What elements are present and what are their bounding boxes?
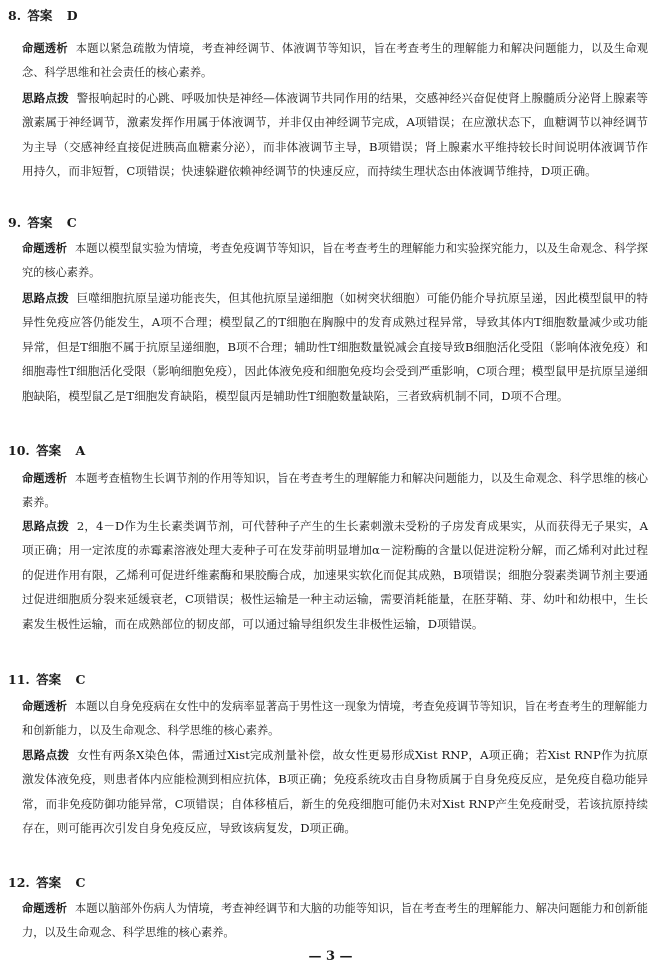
answer-value: C bbox=[66, 215, 77, 230]
analysis-label: 命题透析 bbox=[22, 699, 67, 713]
question-9-header bbox=[8, 213, 77, 233]
answer-label: 答案 bbox=[36, 443, 62, 458]
question-11-hint bbox=[22, 743, 648, 841]
analysis-label: 命题透析 bbox=[22, 41, 68, 55]
page-number: — 3 — bbox=[308, 949, 353, 964]
question-12-header bbox=[8, 873, 85, 893]
question-9-analysis bbox=[22, 236, 648, 286]
question-number: 10. bbox=[8, 443, 30, 458]
analysis-text: 本题以紧急疏散为情境，考查神经调节、体液调节等知识，旨在考查考生的理解能力和解决问题能力，以及生命观念、科学思维和社会责任的核心素养。 bbox=[22, 42, 648, 80]
hint-text: 2，4－D作为生长素类调节剂，可代替种子产生的生长素刺激未受粉的子房发育成果实，从而获得无子果实，A项正确；用一定浓度的赤霉素溶液处理大麦种子可在发芽前明显增加α－淀粉酶的含量以促进淀粉分解，而乙烯利对此过程的促进作用有限，乙烯利可促进纤维素酶和果胶酶合成，加速果实软化而促其成熟，B项错误；细胞分裂素类调节剂主要通过促进细胞质分裂来延缓衰老，C项错误；极性运输是一种主动运输，需要消耗能量，在胚芽鞘、芽、幼叶和幼根中，生长素发生极性运输，而在成熟部位的韧皮部，可以通过输导组织发生非极性运输，D项错误。 bbox=[22, 519, 648, 631]
question-10-hint bbox=[22, 514, 648, 636]
question-8-hint bbox=[22, 86, 648, 184]
answer-label: 答案 bbox=[27, 8, 53, 23]
hint-text: 警报响起时的心跳、呼吸加快是神经—体液调节共同作用的结果，交感神经兴奋促使肾上腺髓质分泌肾上腺素等激素属于神经调节，激素发挥作用属于体液调节，并非仅由神经调节完成，A项错误；在应激状态下，血糖调节以神经调节为主导（交感神经直接促进胰高血糖素分泌），而非体液调节主导，B项错误；肾上腺素水平维持较长时间说明体液调节作用持久，而非短暂，C项错误；快速躲避依赖神经调节的快速反应，而持续生理状态由体液调节维持，D项正确。 bbox=[22, 91, 648, 179]
question-8-analysis bbox=[22, 36, 648, 86]
question-10-analysis bbox=[22, 466, 648, 516]
analysis-text: 本题以模型鼠实验为情境，考查免疫调节等知识，旨在考查考生的理解能力和实验探究能力，以及生命观念、科学探究的核心素养。 bbox=[22, 242, 648, 280]
analysis-text: 本题以脑部外伤病人为情境，考查神经调节和大脑的功能等知识，旨在考查考生的理解能力、解决问题能力和创新能力，以及生命观念、科学思维的核心素养。 bbox=[22, 902, 648, 940]
answer-label: 答案 bbox=[27, 215, 53, 230]
analysis-text: 本题考查植物生长调节剂的作用等知识，旨在考查考生的理解能力和解决问题能力，以及生命观念、科学思维的核心素养。 bbox=[22, 472, 648, 510]
question-number: 9. bbox=[8, 215, 22, 230]
answer-value: C bbox=[75, 875, 86, 890]
question-11-header bbox=[8, 670, 85, 690]
hint-text: 女性有两条X染色体，需通过Xist完成剂量补偿，故女性更易形成Xist RNP，A项正确；若Xist RNP作为抗原激发体液免疫，则患者体内应能检测到相应抗体，B项正确；免疫系统攻击自身物质属于自身免疫反应，是免疫自稳功能异常，而非免疫防御功能异常，C项错误；自体移植后，新生的免疫细胞可能仍未对Xist RNP产生免疫耐受，若该抗原持续存在，则可能再次引发自身免疫反应，导致该病复发，D项正确。 bbox=[22, 748, 648, 836]
analysis-label: 命题透析 bbox=[22, 471, 67, 485]
question-12-analysis bbox=[22, 896, 648, 946]
answer-value: D bbox=[66, 8, 78, 23]
analysis-label: 命题透析 bbox=[22, 901, 67, 915]
question-number: 12. bbox=[8, 875, 30, 890]
hint-label: 思路点拨 bbox=[22, 91, 69, 105]
hint-text: 巨噬细胞抗原呈递功能丧失，但其他抗原呈递细胞（如树突状细胞）可能仍能介导抗原呈递，因此模型鼠甲的特异性免疫应答仍能发生，A项不合理；模型鼠乙的T细胞在胸腺中的发育成熟过程异常，导致其体内T细胞数量减少或功能异常，但是T细胞不属于抗原呈递细胞，B项不合理；辅助性T细胞数量锐减会直接导致B细胞活化受阻（影响体液免疫）和细胞毒性T细胞活化受限（影响细胞免疫），因此体液免疫和细胞免疫均会受到严重影响，C项合理；模型鼠甲是抗原呈递细胞缺陷，模型鼠乙是T细胞发育缺陷，模型鼠丙是辅助性T细胞数量缺陷，三者致病机制不同，D项不合理。 bbox=[22, 291, 648, 403]
question-number: 8. bbox=[8, 8, 22, 23]
question-9-hint bbox=[22, 286, 648, 408]
analysis-text: 本题以自身免疫病在女性中的发病率显著高于男性这一现象为情境，考查免疫调节等知识，旨在考查考生的理解能力和创新能力，以及生命观念、科学思维的核心素养。 bbox=[22, 700, 648, 738]
hint-label: 思路点拨 bbox=[22, 748, 70, 762]
question-11-analysis bbox=[22, 694, 648, 744]
question-number: 11. bbox=[8, 672, 30, 687]
question-10-header bbox=[8, 441, 85, 461]
answer-label: 答案 bbox=[36, 875, 62, 890]
answer-label: 答案 bbox=[36, 672, 62, 687]
answer-value: A bbox=[75, 443, 86, 458]
hint-label: 思路点拨 bbox=[22, 291, 69, 305]
hint-label: 思路点拨 bbox=[22, 519, 69, 533]
question-8-header bbox=[8, 6, 78, 26]
answer-value: C bbox=[75, 672, 86, 687]
analysis-label: 命题透析 bbox=[22, 241, 67, 255]
